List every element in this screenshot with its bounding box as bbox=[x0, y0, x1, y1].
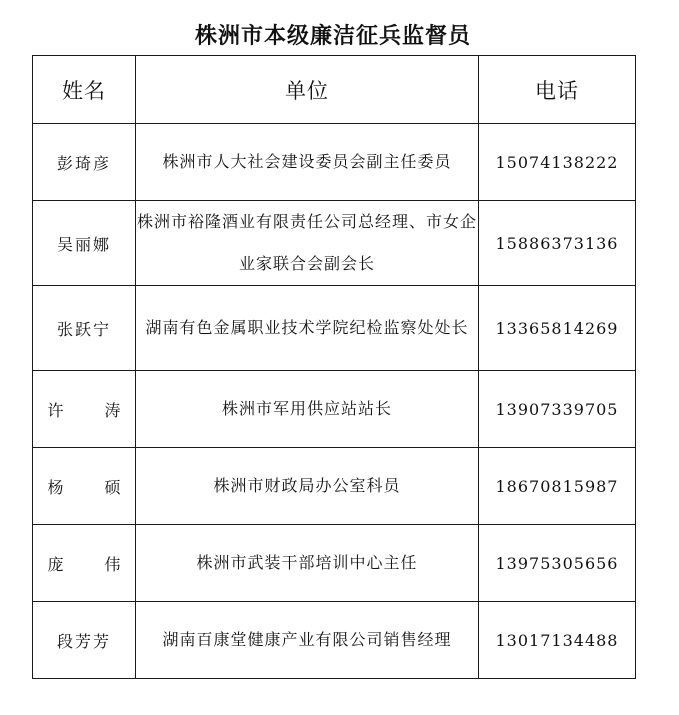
unit-cell: 株洲市裕隆酒业有限责任公司总经理、市女企业家联合会副会长 bbox=[136, 201, 479, 286]
table-row bbox=[33, 448, 636, 525]
supervisor-table bbox=[32, 55, 636, 679]
name-cell: 段芳芳 bbox=[33, 602, 136, 679]
table-row bbox=[33, 371, 636, 448]
table-row bbox=[33, 286, 636, 371]
unit-cell: 株洲市人大社会建设委员会副主任委员 bbox=[136, 124, 479, 201]
phone-cell: 13975305656 bbox=[479, 525, 636, 602]
name-text: 杨 硕 bbox=[47, 477, 139, 497]
name-cell: 彭琦彦 bbox=[33, 124, 136, 201]
unit-cell: 株洲市军用供应站站长 bbox=[136, 371, 479, 448]
unit-cell: 株洲市武装干部培训中心主任 bbox=[136, 525, 479, 602]
table-row bbox=[33, 602, 636, 679]
unit-cell: 湖南百康堂健康产业有限公司销售经理 bbox=[136, 602, 479, 679]
phone-cell: 18670815987 bbox=[479, 448, 636, 525]
phone-cell: 13017134488 bbox=[479, 602, 636, 679]
table-row bbox=[33, 201, 636, 286]
name-cell: 张跃宁 bbox=[33, 286, 136, 371]
name-cell bbox=[33, 371, 139, 448]
name-cell: 吴丽娜 bbox=[33, 201, 136, 286]
name-text: 庞 伟 bbox=[47, 554, 139, 574]
phone-cell: 13365814269 bbox=[479, 286, 636, 371]
column-header-phone: 电话 bbox=[479, 56, 636, 124]
name-cell bbox=[33, 448, 139, 525]
name-cell bbox=[33, 525, 139, 602]
unit-cell: 湖南有色金属职业技术学院纪检监察处处长 bbox=[136, 286, 479, 371]
table-row bbox=[33, 525, 636, 602]
phone-cell: 15886373136 bbox=[479, 201, 636, 286]
column-header-unit: 单位 bbox=[136, 56, 479, 124]
phone-cell: 13907339705 bbox=[479, 371, 636, 448]
document-title: 株洲市本级廉洁征兵监督员 bbox=[194, 24, 471, 49]
column-header-name: 姓名 bbox=[33, 56, 136, 124]
table-row bbox=[33, 124, 636, 201]
phone-cell: 15074138222 bbox=[479, 124, 636, 201]
table-header-row bbox=[33, 56, 636, 124]
unit-cell: 株洲市财政局办公室科员 bbox=[136, 448, 479, 525]
name-text: 许 涛 bbox=[47, 400, 139, 420]
